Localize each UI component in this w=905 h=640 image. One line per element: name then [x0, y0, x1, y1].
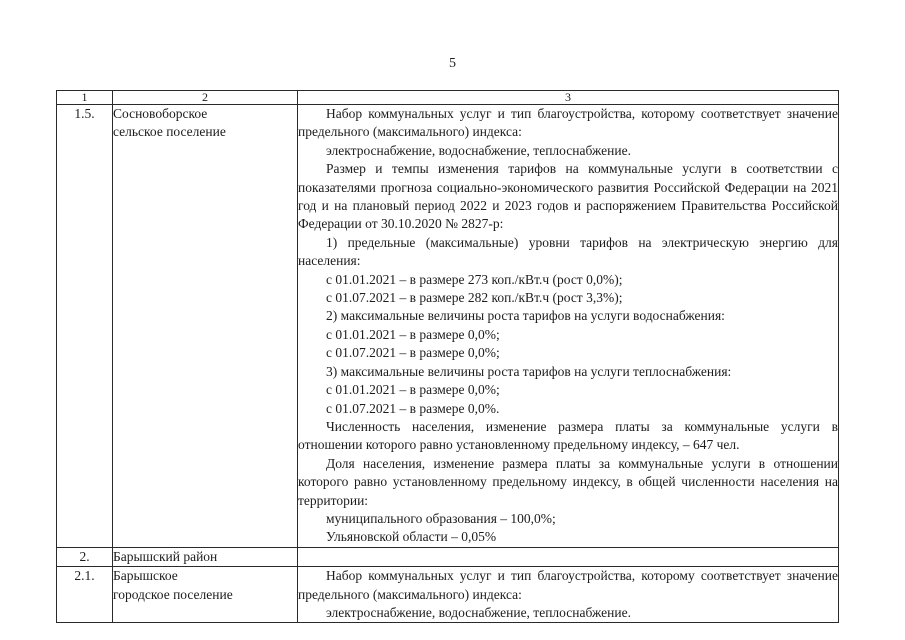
description-paragraph: Численность населения, изменение размера платы за коммунальные услуги в отношении которого равно установленному предельному индексу, – 647 чел. — [298, 418, 838, 453]
description-paragraph: электроснабжение, водоснабжение, теплоснабжение. — [326, 604, 631, 620]
row-number: 2.1. — [57, 567, 113, 623]
column-number-2: 2 — [113, 91, 298, 105]
tariff-description — [298, 105, 839, 548]
table-row — [57, 567, 839, 623]
table-row — [57, 105, 839, 548]
tariff-description — [298, 567, 839, 623]
settlement-name-line: Барышское — [113, 568, 178, 584]
settlement-name — [113, 567, 298, 623]
settlement-name-line: Барышский район — [113, 548, 218, 564]
description-paragraph: с 01.01.2021 – в размере 0,0%; — [326, 326, 500, 342]
settlement-name-line: сельское поселение — [113, 124, 226, 140]
description-paragraph: Размер и темпы изменения тарифов на коммунальные услуги в соответствии с показателями прогноза социально-экономического развития Российской Федерации на 2021 год и на плановый период 2022 и 2023 годов и распоряжением Правительства Российской Федерации от 30.10.2020 № 2827-р: — [298, 161, 838, 232]
district-name — [113, 547, 298, 566]
table-row — [57, 547, 839, 566]
description-paragraph: Набор коммунальных услуг и тип благоустройства, которому соответствует значение предельного (максимального) индекса: — [298, 568, 838, 602]
description-paragraph: с 01.01.2021 – в размере 273 коп./кВт.ч (рост 0,0%); — [326, 271, 623, 287]
description-paragraph: с 01.01.2021 – в размере 0,0%; — [326, 382, 500, 398]
description-paragraph: 1) предельные (максимальные) уровни тарифов на электрическую энергию для населения: — [298, 234, 838, 269]
tariff-table — [56, 90, 839, 623]
column-number-row — [57, 91, 839, 105]
settlement-name-line: городское поселение — [113, 586, 233, 602]
description-paragraph: Доля населения, изменение размера платы за коммунальные услуги в отношении которого равно установленному предельному индексу, в общей численности населения на территории: — [298, 455, 838, 508]
description-paragraph: 2) максимальные величины роста тарифов на услуги водоснабжения: — [326, 308, 725, 324]
settlement-name-line: Сосновоборское — [113, 106, 208, 121]
description-paragraph: с 01.07.2021 – в размере 0,0%. — [326, 400, 500, 416]
description-paragraph: с 01.07.2021 – в размере 0,0%; — [326, 345, 500, 361]
description-paragraph: Набор коммунальных услуг и тип благоустройства, которому соответствует значение предельного (максимального) индекса: — [298, 106, 838, 140]
description-paragraph: с 01.07.2021 – в размере 282 коп./кВт.ч (рост 3,3%); — [326, 290, 623, 306]
page-number: 5 — [449, 56, 456, 71]
description-paragraph: 3) максимальные величины роста тарифов на услуги теплоснабжения: — [326, 363, 732, 379]
row-number: 2. — [57, 547, 113, 566]
settlement-name — [113, 105, 298, 548]
tariff-description — [298, 547, 839, 566]
row-number: 1.5. — [57, 105, 113, 548]
column-number-1: 1 — [57, 91, 113, 105]
column-number-3: 3 — [298, 91, 839, 105]
description-paragraph: электроснабжение, водоснабжение, теплоснабжение. — [326, 142, 631, 158]
description-paragraph: муниципального образования – 100,0%; — [326, 510, 556, 526]
description-paragraph: Ульяновской области – 0,05% — [326, 529, 497, 545]
